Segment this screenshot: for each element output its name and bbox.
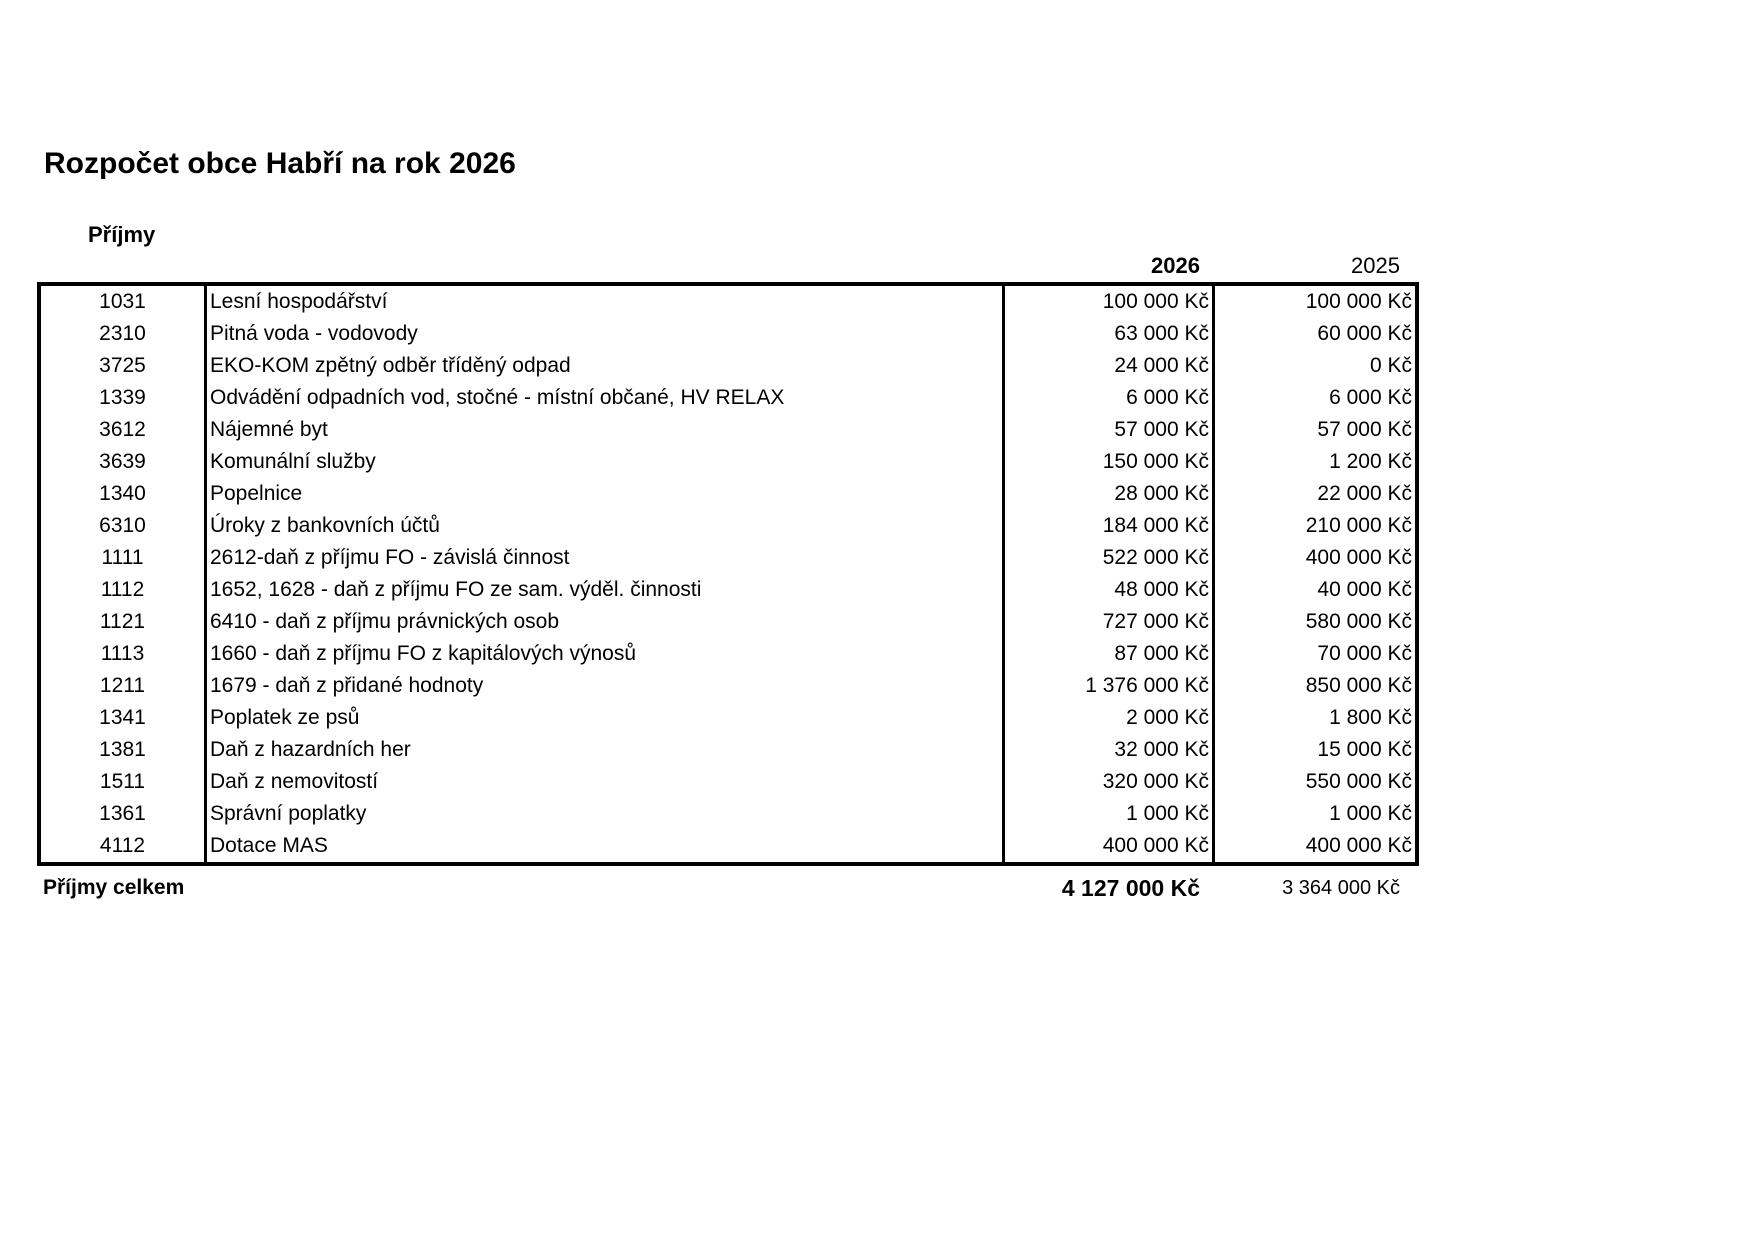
section-label: Příjmy: [88, 222, 156, 247]
row-code: 1121: [39, 606, 206, 638]
row-description: Pitná voda - vodovody: [206, 318, 1004, 350]
table-row: [39, 734, 1417, 766]
row-description: Poplatek ze psů: [206, 702, 1004, 734]
table-row: [39, 702, 1417, 734]
table-row: [39, 446, 1417, 478]
row-amount-2026: 57 000 Kč: [1004, 414, 1214, 446]
table-row: [39, 318, 1417, 350]
table-row: [39, 414, 1417, 446]
row-code: 1031: [39, 284, 206, 318]
row-code: 1112: [39, 574, 206, 606]
row-description: Daň z hazardních her: [206, 734, 1004, 766]
row-amount-2026: 28 000 Kč: [1004, 478, 1214, 510]
row-description: Nájemné byt: [206, 414, 1004, 446]
row-description: 1660 - daň z příjmu FO z kapitálových výnosů: [206, 638, 1004, 670]
row-amount-2025: 15 000 Kč: [1317, 738, 1412, 761]
row-amount-2026: 63 000 Kč: [1004, 318, 1214, 350]
total-label: Příjmy celkem: [43, 876, 185, 899]
row-amount-2025: 22 000 Kč: [1317, 482, 1412, 505]
table-row: [39, 798, 1417, 830]
row-amount-2026: 100 000 Kč: [1004, 284, 1214, 318]
row-code: 1113: [39, 638, 206, 670]
row-amount-2025: 57 000 Kč: [1317, 418, 1412, 441]
row-amount-2026: 6 000 Kč: [1004, 382, 1214, 414]
row-amount-2026: 24 000 Kč: [1004, 350, 1214, 382]
row-amount-2026: 400 000 Kč: [1004, 830, 1214, 864]
row-code: 1111: [39, 542, 206, 574]
column-header-2025: 2025: [1351, 253, 1400, 278]
table-row: [39, 670, 1417, 702]
row-amount-2025: 1 000 Kč: [1329, 802, 1412, 825]
row-code: 1381: [39, 734, 206, 766]
table-row: [39, 638, 1417, 670]
row-amount-2026: 150 000 Kč: [1004, 446, 1214, 478]
row-description: 2612-daň z příjmu FO - závislá činnost: [206, 542, 1004, 574]
row-amount-2026: 48 000 Kč: [1004, 574, 1214, 606]
row-description: 1679 - daň z přidané hodnoty: [206, 670, 1004, 702]
row-description: Popelnice: [206, 478, 1004, 510]
row-code: 1341: [39, 702, 206, 734]
row-amount-2025: 6 000 Kč: [1329, 386, 1412, 409]
table-row: [39, 478, 1417, 510]
table-row: [39, 510, 1417, 542]
row-description: Lesní hospodářství: [206, 284, 1004, 318]
row-description: Dotace MAS: [206, 830, 1004, 864]
row-code: 2310: [39, 318, 206, 350]
row-description: Správní poplatky: [206, 798, 1004, 830]
row-description: Komunální služby: [206, 446, 1004, 478]
row-amount-2026: 320 000 Kč: [1004, 766, 1214, 798]
row-code: 1339: [39, 382, 206, 414]
row-amount-2025: 400 000 Kč: [1305, 546, 1412, 569]
row-amount-2025: 400 000 Kč: [1305, 834, 1412, 857]
row-amount-2025: 210 000 Kč: [1305, 514, 1412, 537]
budget-table-body: [39, 284, 1417, 864]
row-amount-2025: 60 000 Kč: [1317, 322, 1412, 345]
budget-table: [37, 282, 1419, 866]
row-description: 6410 - daň z příjmu právnických osob: [206, 606, 1004, 638]
table-row: [39, 382, 1417, 414]
row-amount-2025: 850 000 Kč: [1305, 674, 1412, 697]
total-amount-2025: 3 364 000 Kč: [1282, 877, 1400, 899]
column-header-2026: 2026: [1151, 253, 1200, 278]
row-description: Úroky z bankovních účtů: [206, 510, 1004, 542]
row-amount-2025: 100 000 Kč: [1305, 290, 1412, 313]
row-description: Odvádění odpadních vod, stočné - místní občané, HV RELAX: [206, 382, 1004, 414]
row-amount-2026: 727 000 Kč: [1004, 606, 1214, 638]
table-row: [39, 574, 1417, 606]
row-amount-2026: 87 000 Kč: [1004, 638, 1214, 670]
row-code: 1511: [39, 766, 206, 798]
row-amount-2026: 32 000 Kč: [1004, 734, 1214, 766]
row-description: Daň z nemovitostí: [206, 766, 1004, 798]
total-row: [0, 873, 1754, 903]
row-amount-2026: 2 000 Kč: [1004, 702, 1214, 734]
row-code: 3725: [39, 350, 206, 382]
row-amount-2025: 580 000 Kč: [1305, 610, 1412, 633]
row-amount-2026: 1 376 000 Kč: [1004, 670, 1214, 702]
page-title: Rozpočet obce Habří na rok 2026: [44, 147, 516, 180]
row-amount-2025: 70 000 Kč: [1317, 642, 1412, 665]
row-description: EKO-KOM zpětný odběr tříděný odpad: [206, 350, 1004, 382]
row-description: 1652, 1628 - daň z příjmu FO ze sam. výděl. činnosti: [206, 574, 1004, 606]
row-amount-2025: 0 Kč: [1369, 354, 1412, 377]
row-amount-2026: 1 000 Kč: [1004, 798, 1214, 830]
row-amount-2025: 40 000 Kč: [1317, 578, 1412, 601]
row-amount-2025: 550 000 Kč: [1305, 770, 1412, 793]
total-amount-2026: 4 127 000 Kč: [1061, 875, 1200, 901]
table-row: [39, 284, 1417, 318]
row-code: 4112: [39, 830, 206, 864]
row-code: 6310: [39, 510, 206, 542]
row-code: 3612: [39, 414, 206, 446]
row-amount-2025: 1 800 Kč: [1329, 706, 1412, 729]
table-row: [39, 542, 1417, 574]
row-amount-2026: 184 000 Kč: [1004, 510, 1214, 542]
row-code: 1211: [39, 670, 206, 702]
table-row: [39, 766, 1417, 798]
row-code: 1340: [39, 478, 206, 510]
table-row: [39, 606, 1417, 638]
row-amount-2026: 522 000 Kč: [1004, 542, 1214, 574]
row-amount-2025: 1 200 Kč: [1329, 450, 1412, 473]
row-code: 1361: [39, 798, 206, 830]
table-row: [39, 830, 1417, 864]
table-row: [39, 350, 1417, 382]
row-code: 3639: [39, 446, 206, 478]
